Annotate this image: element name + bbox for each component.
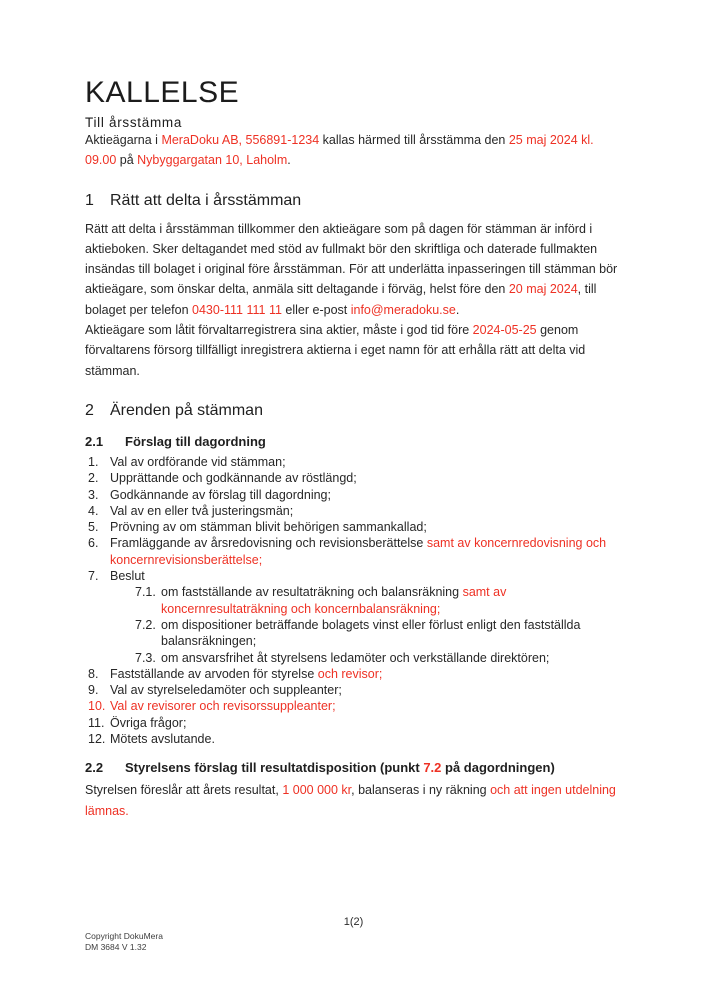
- section-1-paragraph-2: Aktieägare som låtit förvaltarregistrera sina aktier, måste i god tid före 2024-05-25 genom förvaltarens försorg tillfälligt inregistrera aktierna i eget namn för att erhålla rätt att delta vid stämman.: [85, 323, 586, 378]
- agenda-item-4: 4. Val av en eller två justeringsmän;: [88, 503, 294, 518]
- agenda-item-9: 9. Val av styrelseledamöter och suppleanter;: [88, 683, 342, 698]
- result-disposition-paragraph: Styrelsen föreslår att årets resultat, 1 000 000 kr, balanseras i ny räkning och att ingen utdelning lämnas.: [85, 783, 616, 818]
- agenda-item-3: 3. Godkännande av förslag till dagordning;: [88, 487, 331, 502]
- agenda-item-7-1: 7.1. om fastställande av resultaträkning och balansräkning samt av koncernresultaträkning och koncernbalansräkning;: [135, 585, 507, 616]
- copyright-footer: [85, 931, 163, 953]
- copyright-line-2: DM 3684 V 1.32: [85, 942, 147, 952]
- section-1-paragraph-1: Rätt att delta i årsstämman tillkommer den aktieägare som på dagen för stämman är införd i aktieboken. Sker deltagandet med stöd av fullmakt bör den skriftliga och daterade fullmakten insändas till bolaget i original före årsstämman. För att underlätta inpasseringen till stämman bör aktieägare, som önskar delta, anmäla sitt deltagande i förväg, helst före den 20 maj 2024, till bolaget per telefon 0430-111 111 11 eller e-post info@meradoku.se.: [85, 221, 618, 317]
- agenda-item-10: 10. Val av revisorer och revisorssuppleanter;: [88, 699, 336, 714]
- section-2-1-number: 2.1: [85, 433, 104, 449]
- section-2-2-title: Styrelsens förslag till resultatdisposition (punkt 7.2 på dagordningen): [125, 760, 555, 776]
- agenda-item-7-3: 7.3. om ansvarsfrihet åt styrelsens ledamöter och verkställande direktören;: [135, 650, 550, 665]
- agenda-item-1: 1. Val av ordförande vid stämman;: [88, 454, 286, 469]
- section-2-number: 2: [85, 401, 94, 419]
- agenda-item-11: 11. Övriga frågor;: [88, 715, 187, 730]
- agenda-list: [85, 454, 622, 747]
- section-1-number: 1: [85, 191, 94, 209]
- page-number: 1(2): [343, 916, 364, 928]
- agenda-item-7: 7. Beslut: [88, 569, 145, 584]
- agenda-item-12: 12. Mötets avslutande.: [88, 732, 215, 747]
- section-1-heading: [85, 191, 622, 211]
- agenda-item-6: 6. Framläggande av årsredovisning och revisionsberättelse samt av koncernredovisning och koncernrevisionsberättelse;: [88, 536, 607, 567]
- intro-paragraph: Aktieägarna i MeraDoku AB, 556891-1234 kallas härmed till årsstämma den 25 maj 2024 kl. 09.00 på Nybyggargatan 10, Laholm.: [85, 133, 594, 168]
- agenda-item-7-2: 7.2. om dispositioner beträffande bolagets vinst eller förlust enligt den fastställda balansräkningen;: [135, 617, 581, 649]
- agenda-item-2: 2. Upprättande och godkännande av röstlängd;: [88, 471, 357, 486]
- section-2-heading: [85, 401, 622, 421]
- agenda-item-5: 5. Prövning av om stämman blivit behörigen sammankallad;: [88, 520, 427, 535]
- section-2-title: Ärenden på stämman: [110, 401, 263, 419]
- section-2-1-title: Förslag till dagordning: [125, 433, 266, 449]
- copyright-line-1: Copyright DokuMera: [85, 931, 163, 941]
- section-2-1-heading: [85, 433, 622, 450]
- section-2-2-heading: [85, 759, 622, 776]
- document-subtitle: Till årsstämma: [85, 115, 183, 130]
- document-title: KALLELSE: [85, 76, 240, 109]
- agenda-item-8: 8. Fastställande av arvoden för styrelse och revisor;: [88, 666, 383, 681]
- section-2-2-number: 2.2: [85, 760, 104, 776]
- section-1-title: Rätt att delta i årsstämman: [110, 191, 302, 209]
